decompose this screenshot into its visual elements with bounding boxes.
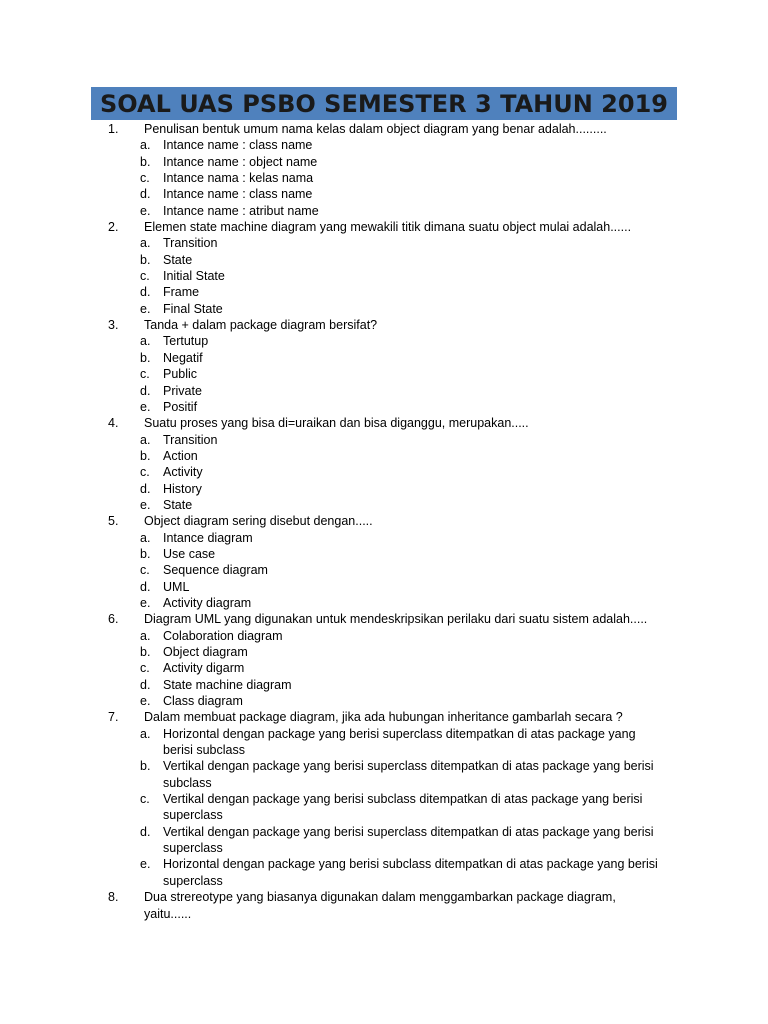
answer-option bbox=[0, 186, 768, 202]
option-text: Activity bbox=[163, 465, 203, 480]
option-letter: c. bbox=[140, 367, 150, 382]
option-text: Intance nama : kelas nama bbox=[163, 171, 314, 186]
option-letter: d. bbox=[140, 481, 151, 496]
question-item bbox=[0, 709, 768, 725]
answer-option bbox=[0, 791, 768, 824]
option-letter: e. bbox=[140, 399, 151, 414]
answer-option bbox=[0, 350, 768, 366]
page-title: SOAL UAS PSBO SEMESTER 3 TAHUN 2019 bbox=[100, 89, 668, 118]
question-text: Tanda + dalam package diagram bersifat? bbox=[144, 318, 378, 333]
question-text: Dua strereotype yang biasanya digunakan dalam menggambarkan package diagram, yaitu...... bbox=[144, 890, 616, 921]
option-text: UML bbox=[163, 579, 190, 594]
question-item bbox=[0, 889, 768, 922]
answer-option bbox=[0, 366, 768, 382]
question-text: Suatu proses yang bisa di=uraikan dan bisa diganggu, merupakan..... bbox=[144, 416, 529, 431]
answer-option bbox=[0, 530, 768, 546]
option-text: History bbox=[163, 481, 202, 496]
option-text: Vertikal dengan package yang berisi subclass ditempatkan di atas package yang berisi superclass bbox=[163, 792, 643, 823]
question-number: 3. bbox=[108, 318, 119, 333]
answer-option bbox=[0, 448, 768, 464]
option-text: Action bbox=[163, 448, 198, 463]
question-text: Diagram UML yang digunakan untuk mendeskripsikan perilaku dari suatu sistem adalah..... bbox=[144, 612, 648, 627]
option-letter: d. bbox=[140, 677, 151, 692]
option-text: Activity digarm bbox=[163, 661, 245, 676]
answer-option bbox=[0, 497, 768, 513]
option-text: Tertutup bbox=[163, 334, 209, 349]
option-text: State bbox=[163, 497, 193, 512]
option-letter: a. bbox=[140, 432, 151, 447]
option-letter: a. bbox=[140, 530, 151, 545]
option-text: Transition bbox=[163, 236, 218, 251]
option-letter: e. bbox=[140, 203, 151, 218]
answer-option bbox=[0, 824, 768, 857]
option-letter: d. bbox=[140, 579, 151, 594]
option-text: Negatif bbox=[163, 350, 203, 365]
question-number: 5. bbox=[108, 514, 119, 529]
question-item bbox=[0, 317, 768, 333]
option-letter: a. bbox=[140, 628, 151, 643]
option-letter: b. bbox=[140, 759, 151, 774]
question-item bbox=[0, 219, 768, 235]
option-text: Use case bbox=[163, 546, 216, 561]
question-item bbox=[0, 513, 768, 529]
answer-option bbox=[0, 252, 768, 268]
answer-option bbox=[0, 333, 768, 349]
option-letter: e. bbox=[140, 595, 151, 610]
answer-option bbox=[0, 301, 768, 317]
answer-option bbox=[0, 284, 768, 300]
question-list bbox=[0, 121, 768, 922]
option-text: Horizontal dengan package yang berisi superclass ditempatkan di atas package yang berisi subclass bbox=[163, 726, 636, 758]
option-letter: c. bbox=[140, 465, 150, 480]
answer-option bbox=[0, 432, 768, 448]
option-text: State bbox=[163, 252, 193, 267]
option-letter: c. bbox=[140, 171, 150, 186]
option-letter: c. bbox=[140, 563, 150, 578]
answer-option bbox=[0, 677, 768, 693]
answer-option bbox=[0, 235, 768, 251]
option-text: Intance diagram bbox=[163, 530, 253, 545]
question-text: Penulisan bentuk umum nama kelas dalam object diagram yang benar adalah......... bbox=[144, 122, 607, 136]
option-letter: c. bbox=[140, 269, 150, 284]
option-letter: b. bbox=[140, 645, 151, 659]
answer-option bbox=[0, 595, 768, 611]
answer-option bbox=[0, 481, 768, 497]
option-letter: b. bbox=[140, 252, 151, 267]
option-text: Vertikal dengan package yang berisi superclass ditempatkan di atas package yang berisi superclass bbox=[163, 824, 654, 856]
option-letter: d. bbox=[140, 187, 151, 202]
option-text: Public bbox=[163, 367, 198, 382]
option-text: Positif bbox=[163, 399, 198, 414]
answer-option bbox=[0, 268, 768, 284]
answer-option bbox=[0, 464, 768, 480]
option-letter: b. bbox=[140, 448, 151, 463]
option-letter: a. bbox=[140, 236, 151, 251]
option-text: Intance name : class name bbox=[163, 138, 313, 153]
option-text: Class diagram bbox=[163, 694, 243, 709]
answer-option bbox=[0, 399, 768, 415]
option-text: Private bbox=[163, 383, 202, 398]
option-text: Intance name : class name bbox=[163, 187, 313, 202]
option-letter: c. bbox=[140, 661, 150, 676]
option-letter: e. bbox=[140, 857, 151, 872]
question-number: 6. bbox=[108, 612, 119, 627]
option-text: Horizontal dengan package yang berisi subclass ditempatkan di atas package yang berisi superclass bbox=[163, 857, 658, 888]
option-text: Activity diagram bbox=[163, 595, 252, 610]
option-text: Colaboration diagram bbox=[163, 628, 283, 643]
answer-option bbox=[0, 579, 768, 595]
option-text: Final State bbox=[163, 301, 223, 316]
answer-option bbox=[0, 203, 768, 219]
option-letter: b. bbox=[140, 154, 151, 169]
option-letter: d. bbox=[140, 383, 151, 398]
answer-option bbox=[0, 758, 768, 791]
option-text: Initial State bbox=[163, 269, 225, 284]
option-text: Intance name : atribut name bbox=[163, 203, 319, 218]
question-text: Dalam membuat package diagram, jika ada hubungan inheritance gambarlah secara ? bbox=[144, 710, 623, 725]
answer-option bbox=[0, 660, 768, 676]
option-letter: a. bbox=[140, 334, 151, 349]
option-text: Intance name : object name bbox=[163, 154, 318, 169]
option-text: Transition bbox=[163, 432, 218, 447]
option-text: Sequence diagram bbox=[163, 563, 268, 578]
option-letter: c. bbox=[140, 792, 150, 807]
question-number: 2. bbox=[108, 220, 119, 235]
question-item bbox=[0, 415, 768, 431]
option-letter: d. bbox=[140, 824, 151, 839]
question-text: Object diagram sering disebut dengan..... bbox=[144, 514, 373, 529]
answer-option bbox=[0, 628, 768, 644]
question-item bbox=[0, 121, 768, 137]
answer-option bbox=[0, 856, 768, 889]
option-letter: e. bbox=[140, 694, 151, 709]
option-letter: a. bbox=[140, 138, 151, 153]
question-item bbox=[0, 611, 768, 627]
option-letter: d. bbox=[140, 285, 151, 300]
answer-option bbox=[0, 154, 768, 170]
question-number: 7. bbox=[108, 710, 119, 725]
question-number: 4. bbox=[108, 416, 119, 431]
option-letter: b. bbox=[140, 546, 151, 561]
title-banner bbox=[91, 87, 677, 120]
option-text: Vertikal dengan package yang berisi superclass ditempatkan di atas package yang berisi subclass bbox=[163, 759, 654, 790]
answer-option bbox=[0, 170, 768, 186]
answer-option bbox=[0, 546, 768, 562]
option-text: Object diagram bbox=[163, 645, 248, 659]
answer-option bbox=[0, 562, 768, 578]
answer-option bbox=[0, 137, 768, 153]
question-number: 1. bbox=[108, 122, 119, 136]
answer-option bbox=[0, 383, 768, 399]
answer-option bbox=[0, 726, 768, 759]
question-number: 8. bbox=[108, 890, 119, 905]
answer-option bbox=[0, 693, 768, 709]
option-letter: b. bbox=[140, 350, 151, 365]
question-text: Elemen state machine diagram yang mewakili titik dimana suatu object mulai adalah...... bbox=[144, 220, 632, 235]
option-text: Frame bbox=[163, 285, 200, 300]
option-letter: a. bbox=[140, 726, 151, 741]
option-text: State machine diagram bbox=[163, 677, 292, 692]
option-letter: e. bbox=[140, 301, 151, 316]
option-letter: e. bbox=[140, 497, 151, 512]
answer-option bbox=[0, 644, 768, 660]
